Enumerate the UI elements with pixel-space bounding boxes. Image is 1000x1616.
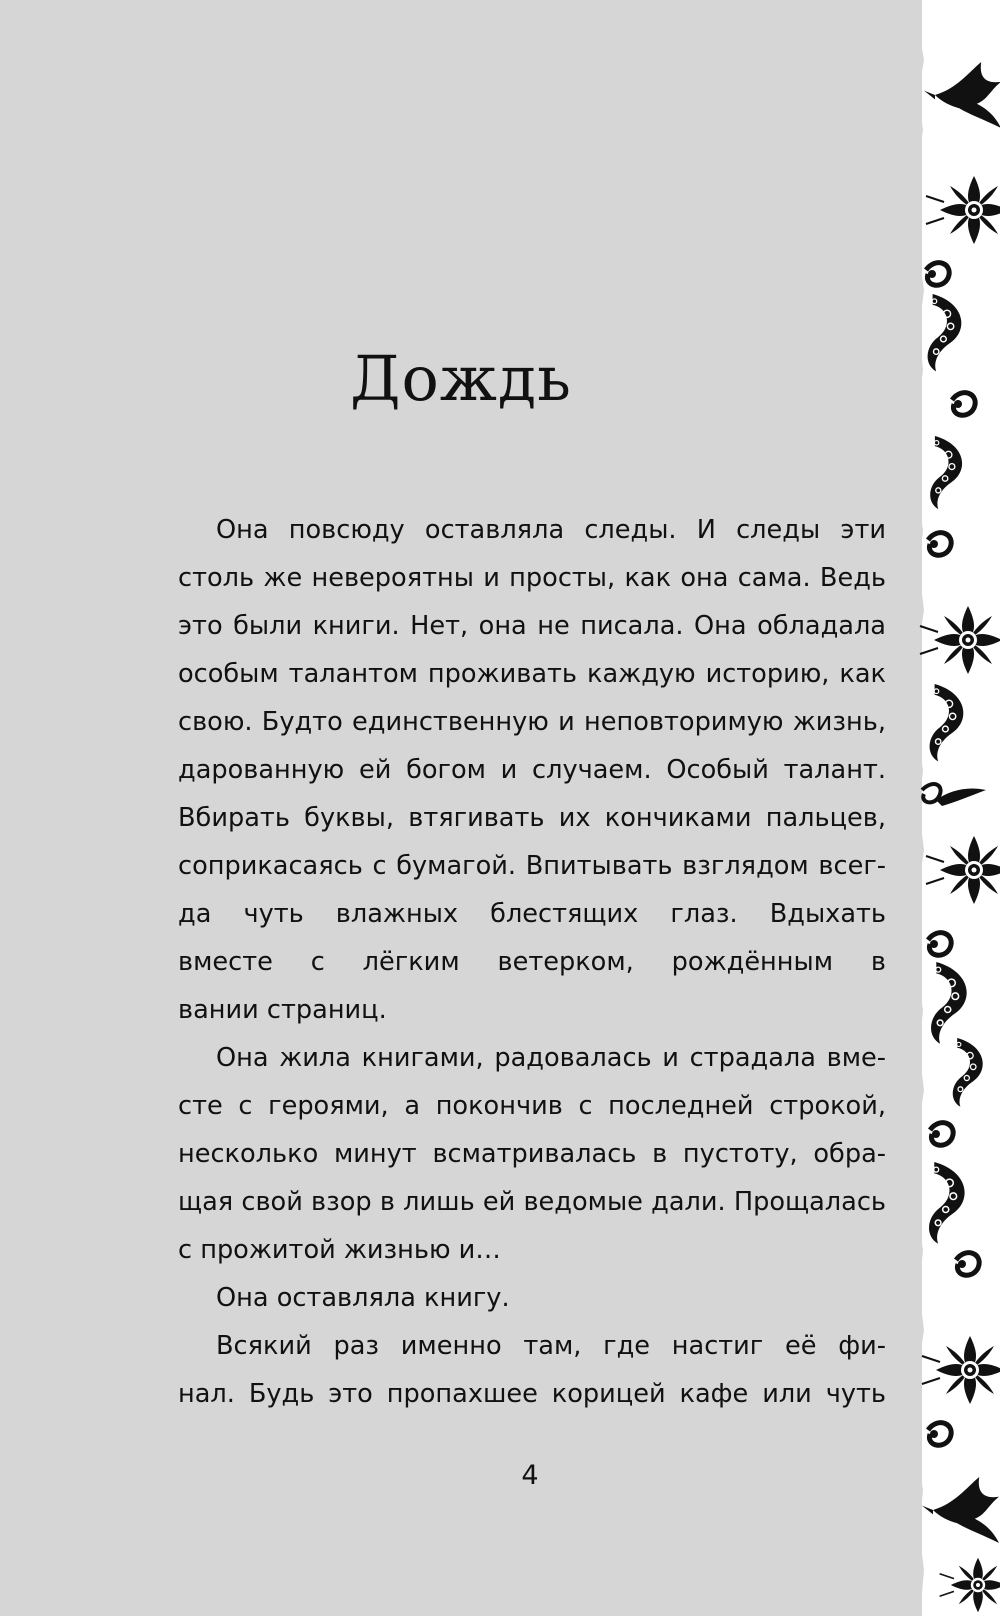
- text-line: дарованную ей богом и случаем. Особый талант.: [178, 755, 886, 785]
- text-line: вместе с лёгким ветерком, рождённым в: [178, 947, 886, 977]
- text-line: вании страниц.: [178, 995, 387, 1025]
- crow-icon: [922, 1477, 999, 1543]
- crow-icon: [924, 62, 1000, 128]
- text-line: сте с героями, а покончив с последней строкой,: [178, 1091, 886, 1121]
- text-line: столь же невероятны и просты, как она сама. Ведь: [178, 563, 886, 593]
- flower-icon: [926, 836, 1000, 904]
- text-line: Она повсюду оставляла следы. И следы эти: [216, 515, 886, 545]
- feather-icon: [922, 784, 986, 806]
- text-line: нал. Будь это пропахшее корицей кафе или чуть: [178, 1379, 886, 1409]
- flower-icon: [926, 176, 1000, 244]
- text-line: особым талантом проживать каждую историю, как: [178, 659, 886, 689]
- text-line: соприкасаясь с бумагой. Впитывать взглядом всег-: [178, 851, 886, 881]
- chapter-title: Дождь: [350, 342, 572, 415]
- text-line: с прожитой жизнью и…: [178, 1235, 501, 1265]
- text-line: Она оставляла книгу.: [216, 1283, 510, 1313]
- text-line: щая свой взор в лишь ей ведомые дали. Прощалась: [178, 1187, 886, 1217]
- text-line: Она жила книгами, радовалась и страдала вме-: [216, 1043, 886, 1073]
- flower-icon: [920, 606, 1000, 674]
- flower-icon: [922, 1336, 1000, 1404]
- ornament-svg: [916, 0, 1000, 1616]
- text-line: свою. Будто единственную и неповторимую жизнь,: [178, 707, 886, 737]
- text-line: несколько минут всматривалась в пустоту, обра-: [178, 1139, 886, 1169]
- tentacle-icon: [928, 1423, 951, 1446]
- text-line: это были книги. Нет, она не писала. Она обладала: [178, 611, 886, 641]
- text-line: Вбирать буквы, втягивать их кончиками пальцев,: [178, 803, 886, 833]
- tentacle-icon: [928, 933, 983, 1276]
- text-line: да чуть влажных блестящих глаз. Вдыхать: [178, 899, 886, 929]
- body-text: [178, 506, 886, 1418]
- tentacle-icon: [926, 263, 975, 556]
- ornamental-border: [916, 0, 1000, 1616]
- tentacle-icon: [930, 684, 964, 761]
- text-line: Всякий раз именно там, где настиг её фи-: [216, 1331, 886, 1361]
- flower-icon: [940, 1558, 1000, 1612]
- page-number: 4: [521, 1460, 539, 1491]
